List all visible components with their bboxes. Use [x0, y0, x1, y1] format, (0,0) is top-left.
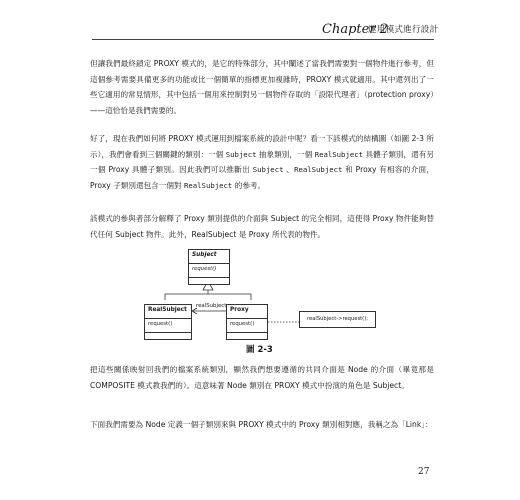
chapter-title: 運用模式進行設計 [368, 25, 439, 35]
association-label: realSubject [196, 303, 227, 309]
code-subject: Subject [252, 165, 284, 174]
text-run: 和 Proxy 有相容的介面，Proxy 子類別還包含一個對 [90, 165, 434, 190]
code-realsubject: RealSubject [294, 165, 343, 174]
proxy-class-box [226, 304, 268, 340]
paragraph-proxy-applicability: 但讓我們最終鎖定 PROXY 模式的，是它的特殊部分，其中闡述了當我們需要對一個物件進行參考，但這個參考需要具備更多的功能或比一個簡單的指標更加複雜時，PROXY 模式就適用。其中還列出了一些它適用的常見情形，其中包括一個用來控制對另一個物件存取的「設限代理者」（protection proxy）——這恰恰是我們需要的。 [90, 59, 434, 115]
proxy-request-method: request() [227, 319, 267, 333]
code-subject: Subject [225, 149, 257, 159]
text-run: 好了，現在我們如何將 PROXY 模式運用到檔案系統的設計中呢？看一下該模式的結構圖（如圖 2-3 所示），我們會看到三個關鍵的類別：一個 [90, 134, 434, 159]
paragraph-proxy-participants: 該模式的參與者部分解釋了 Proxy 類別提供的介面與 Subject 的完全相同，這使得 Proxy 物件能夠替代任何 Subject 物件。此外，RealSubject 是 Proxy 所代表的物件。 [90, 214, 434, 239]
figure-caption: 圖 2-3 [246, 345, 273, 355]
text-run: 、 [283, 165, 295, 174]
realsubject-empty-compartment [145, 333, 191, 339]
text-run: 的參考。 [232, 180, 266, 190]
realsubject-class-box [144, 304, 192, 340]
paragraph-filesystem-mapping: 把這些關係映射回我們的檔案系統類別，顯然我們想要遵循的共同介面是 Node 的介面（畢竟那是 COMPOSITE 模式教我們的）。這意味著 Node 類別在 PROXY 模式中扮演的角色是 Subject。 [90, 365, 434, 390]
realsubject-request-method: request() [145, 319, 191, 333]
subject-class-name: Subject [189, 250, 229, 264]
text-run: 具體子類別，還有另一個 Proxy 具體子類別。因此我們可以推斷出 [90, 149, 434, 174]
code-realsubject: RealSubject [314, 149, 364, 159]
realsubject-class-name: RealSubject [145, 305, 191, 319]
proxy-empty-compartment [227, 333, 267, 339]
proxy-class-name: Proxy [227, 305, 267, 319]
proxy-note: realSubject->request(); [299, 311, 376, 328]
subject-class-box [188, 249, 230, 285]
subject-request-method: request() [189, 264, 229, 278]
text-run: 抽象類別，一個 [256, 149, 315, 159]
page-number: 27 [418, 467, 430, 477]
subject-empty-compartment [189, 278, 229, 284]
code-realsubject: RealSubject [183, 180, 233, 190]
paragraph-link-subclass: 下面我們需要為 Node 定義一個子類別來與 PROXY 模式中的 Proxy 類別相對應，我稱之為「Link」： [90, 420, 433, 429]
chapter-label: Chapter 2 [322, 22, 388, 37]
